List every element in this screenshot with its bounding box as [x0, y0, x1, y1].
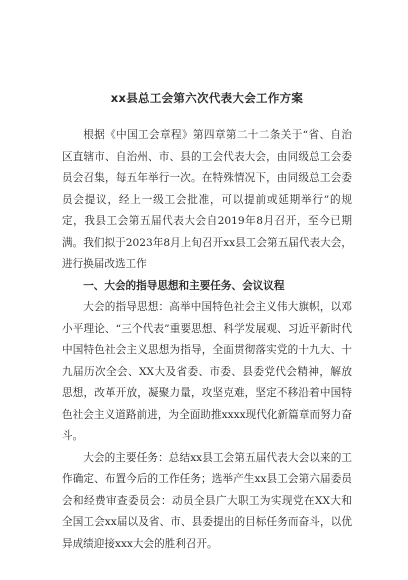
section-heading-1: 一、大会的指导思想和主要任务、会议议程 — [83, 279, 285, 292]
document-title: xx县总工会第六次代表大会工作方案 — [110, 91, 304, 105]
intro-paragraph: 根据《中国工会章程》第四章第二十二条关于“省、自治区直辖市、自治州、市、县的工会代表大会，由同级总工会委员会召集，每五年举行一次。在特殊情况下，由同级总工会委员会提议，经上一级工会批准，可以提前或延期举行”的规定，我县工会第五届代表大会自2019年8月召开，至今已期满。我们拟于2023年8月上旬召开xx县工会第五届代表大会，进行换届改选工作 — [62, 129, 352, 270]
guiding-ideology-paragraph: 大会的指导思想：高举中国特色社会主义伟大旗帜，以邓小平理论、“三个代表”重要思想、科学发展观、习近平新时代中国特色社会主义思想为指导，全面贯彻落实党的十九大、十九届历次全会、XX大及省委、市委、县委党代会精神，解放思想，改革开放，凝聚力量，攻坚克难，坚定不移沿着中国特色社会主义道路前进，为全面助推xxxx现代化新篇章而努力奋斗。 — [62, 301, 352, 442]
main-tasks-paragraph: 大会的主要任务：总结xx县工会第五届代表大会以来的工作确定、布置今后的工作任务；选举产生xx县工会第六届委员会和经费审查委员会：动员全县广大职工为实现党在XX大和全国工会xx届以及省、市、县委提出的目标任务而奋斗，以优异成绩迎接xxx大会的胜利召开。 — [62, 451, 352, 550]
